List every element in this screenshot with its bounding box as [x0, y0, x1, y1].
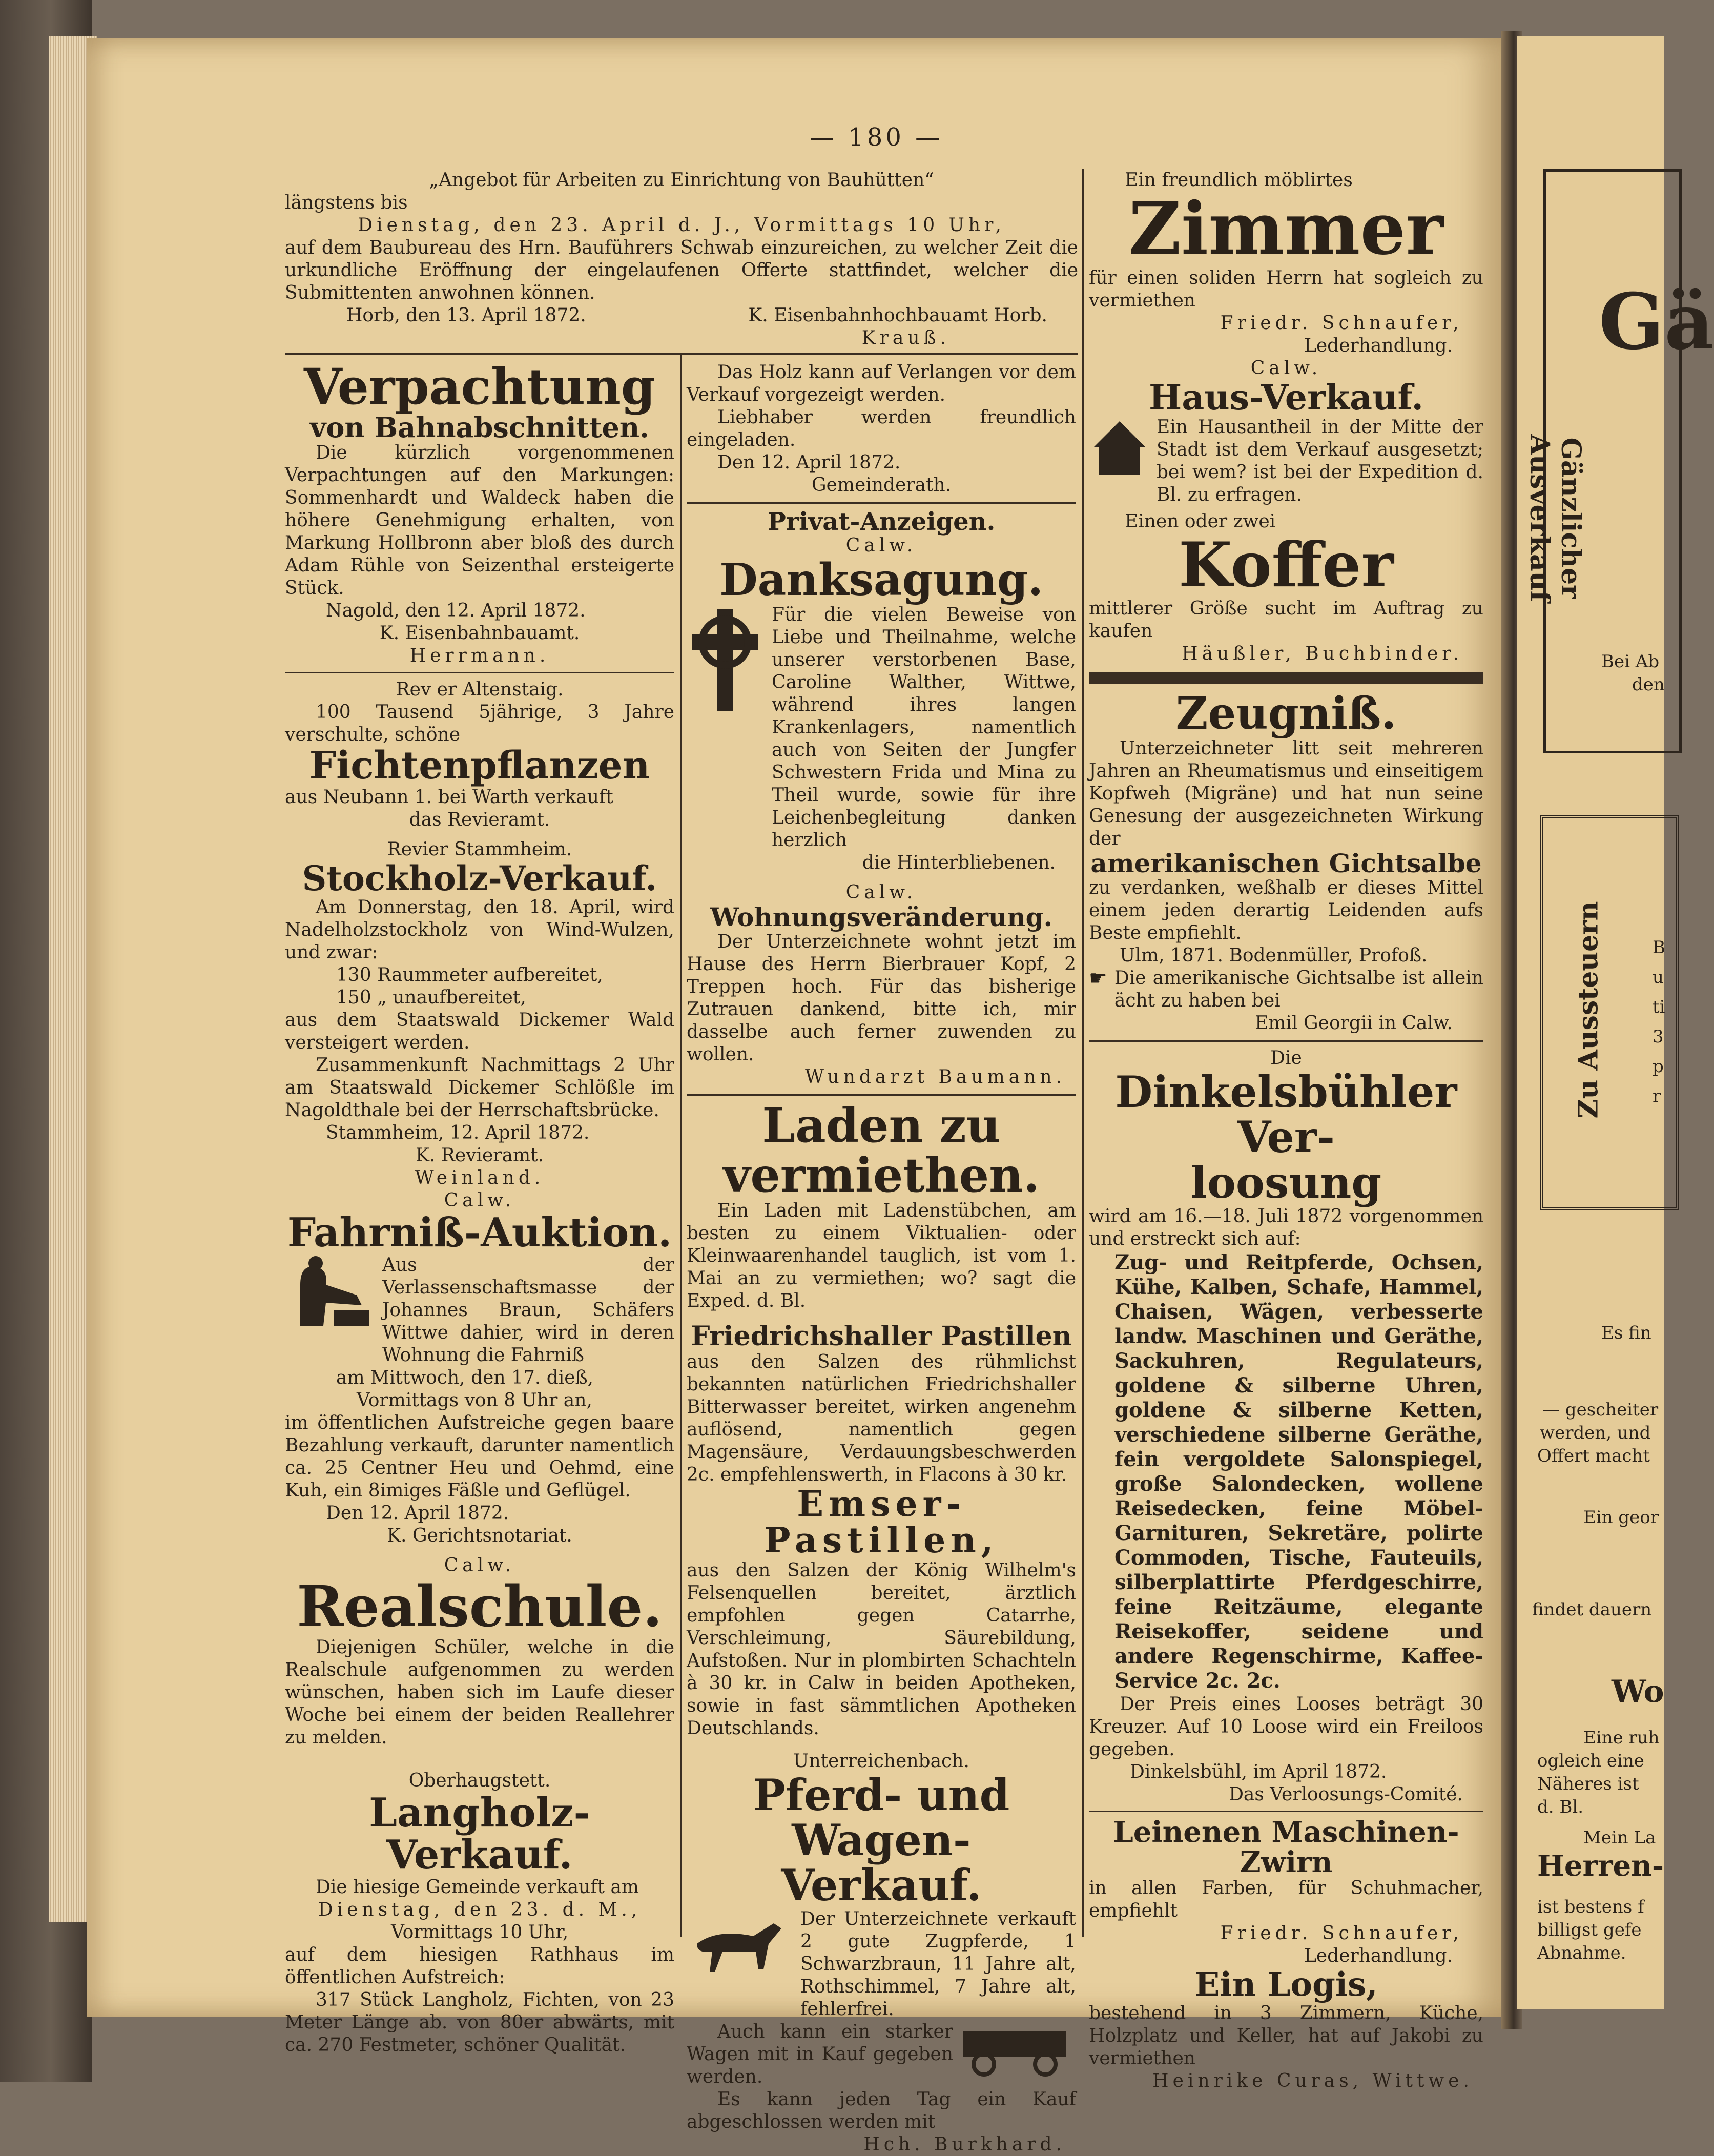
koffer-title: Koffer: [1179, 529, 1394, 602]
fichten-text: 100 Tausend 5jährige, 3 Jahre verschulte, schöne: [285, 702, 674, 746]
intro-sign2: Krauß.: [861, 327, 950, 348]
fahrniss-text2: im öffentlichen Aufstreiche gegen baare Bezahlung verkauft, darunter namentlich ca. 25 Centner Heu und Oehmd, eine Kuh, ein 8imiges Fäßle und Geflügel.: [285, 1412, 674, 1502]
box2-letter: ti: [1653, 997, 1665, 1017]
laden-title: Laden zu vermiethen.: [722, 1098, 1040, 1203]
langholz-text3: 317 Stück Langholz, Fichten, von 23 Meter Länge ab. von 80er abwärts, mit ca. 270 Festmeter, schöner Qualität.: [285, 1989, 674, 2056]
zeugniss-note-sign: Emil Georgii in Calw.: [1255, 1013, 1453, 1034]
zeugniss-title: Zeugniß.: [1175, 688, 1397, 740]
koffer-sign: Häußler, Buchbinder.: [1182, 643, 1463, 665]
column-1: [285, 358, 674, 2057]
stockholz-date: Stammheim, 12. April 1872.: [326, 1122, 590, 1144]
laden-text: Ein Laden mit Ladenstübchen, am besten zu einem Viktualien- oder Kleinwaarenhandel tauglich, ist vom 1. Mai an zu vermiethen; wo? sagt die Exped. d. Bl.: [687, 1200, 1076, 1312]
verpachtung-text: Die kürzlich vorgenommenen Verpachtungen auf den Markungen: Sommenhardt und Waldeck haben die höhere Genehmigung erhalten, von Markung Hollbronn aber bloß des durch Adam Rühle von Seizenthal ersteigerte Stück.: [285, 442, 674, 599]
dinkels-sign: Das Verloosungs-Comité.: [1229, 1783, 1463, 1805]
box2-letter: p: [1653, 1056, 1664, 1077]
stockholz-text3: Zusammenkunft Nachmittags 2 Uhr am Staatswald Dickemer Schlößle im Nagoldthale bei der Herrschaftsbrücke.: [285, 1055, 674, 1121]
next-page: [1517, 36, 1714, 2009]
zimmer-sign1: Friedr. Schnaufer,: [1220, 313, 1463, 334]
gemeinde-date: Den 12. April 1872.: [717, 452, 901, 473]
koffer-pre: Einen oder zwei: [1125, 511, 1276, 532]
emser-title: Emser-Pastillen,: [764, 1483, 999, 1562]
danksagung-title: Danksagung.: [719, 554, 1043, 606]
langholz-date2: Vormittags 10 Uhr,: [390, 1921, 569, 1943]
fichten-text2: aus Neubann 1. bei Warth verkauft: [285, 787, 613, 808]
next-page-line: Offert macht: [1537, 1446, 1650, 1466]
langholz-text: Die hiesige Gemeinde verkauft am: [316, 1876, 639, 1898]
intro-line1: längstens bis: [285, 192, 408, 213]
auctioneer-illustration: [285, 1254, 377, 1331]
privat-anzeigen-heading: Privat-Anzeigen.: [767, 507, 996, 536]
stockholz-l2: 150 „ unaufbereitet,: [336, 987, 526, 1009]
next-page-line: Mein La: [1583, 1828, 1656, 1848]
next-page-line: Näheres ist: [1537, 1774, 1639, 1794]
fahrniss-date2: Vormittags von 8 Uhr an,: [357, 1390, 592, 1411]
next-page-line: Ein geor: [1583, 1507, 1659, 1528]
fahrniss-office: K. Gerichtsnotariat.: [387, 1525, 572, 1547]
stockholz-name: Weinland.: [415, 1167, 545, 1189]
zeugniss-text2: zu verdanken, weßhalb er dieses Mittel einem jeden derartig Leidenden aufs Beste empfiehlt.: [1089, 877, 1483, 944]
divider: [687, 1094, 1076, 1096]
pferd-place: Unterreichenbach.: [793, 1750, 969, 1772]
next-page-frame-l2: den: [1632, 674, 1665, 695]
zimmer-text: für einen soliden Herrn hat sogleich zu vermiethen: [1089, 268, 1483, 311]
logis-sign: Heinrike Curas, Wittwe.: [1152, 2070, 1473, 2091]
fichten-sign: das Revieramt.: [409, 809, 550, 831]
wohnung-place: Calw.: [845, 881, 917, 903]
langholz-date1: Dienstag, den 23. d. M.,: [318, 1899, 642, 1920]
logis-title: Ein Logis,: [1194, 1965, 1378, 2004]
next-page-line: Es fin: [1601, 1323, 1651, 1343]
next-page-line: Eine ruh: [1583, 1728, 1660, 1748]
box2-letter: u: [1653, 967, 1664, 988]
next-page-line: Herren-: [1537, 1849, 1664, 1883]
haus-place: Calw.: [1250, 358, 1322, 379]
zwirn-title: Leinenen Maschinen-Zwirn: [1113, 1815, 1459, 1879]
zimmer-title: Zimmer: [1128, 187, 1444, 271]
stockholz-office: K. Revieramt.: [415, 1145, 544, 1166]
zeugniss-product: amerikanischen Gichtsalbe: [1090, 848, 1482, 878]
realschule-place: Calw.: [444, 1555, 515, 1576]
column-divider-1: [680, 354, 682, 1937]
box2-letter: 3: [1653, 1026, 1664, 1047]
fichten-place: Rev er Altenstaig.: [396, 679, 564, 701]
logis-text: bestehend in 3 Zimmern, Küche, Holzplatz und Keller, hat auf Jakobi zu vermiethen: [1089, 2002, 1483, 2069]
danksagung-place: Calw.: [845, 535, 917, 557]
pferd-text2: Auch kann ein starker Wagen mit in Kauf gegeben werden.: [687, 2021, 953, 2088]
langholz-title: Langholz-Verkauf.: [369, 1789, 590, 1878]
next-page-frame-l1: Bei Ab: [1601, 651, 1660, 672]
cut-rule-1: [285, 353, 1078, 355]
cross-wreath-illustration: [687, 604, 763, 716]
pastillen-text: aus den Salzen des rühmlichst bekannten natürlichen Friedrichshaller Bitterwasser bereitet, wirken angenehm auflösend, namentlich gegen Magensäure, Verdauungsbeschwerden 2c. empfehlenswerth, in Flacons à 30 kr.: [687, 1351, 1076, 1485]
haus-title: Haus-Verkauf.: [1148, 377, 1424, 418]
zimmer-sign2: Lederhandlung.: [1304, 335, 1453, 356]
next-page-frame-letters: Gä: [1599, 277, 1714, 367]
verpachtung-name: Herrmann.: [409, 645, 550, 667]
box2-letter: r: [1653, 1086, 1661, 1106]
wohnung-title: Wohnungsveränderung.: [710, 901, 1053, 932]
zwirn-sign1: Friedr. Schnaufer,: [1220, 1923, 1463, 1944]
stockholz-l1: 130 Raummeter aufbereitet,: [336, 964, 603, 986]
fahrniss-place: Calw.: [444, 1190, 515, 1212]
dinkels-date: Dinkelsbühl, im April 1872.: [1130, 1761, 1387, 1782]
column-2: [687, 361, 1076, 2156]
divider: [1089, 1040, 1483, 1042]
pastillen-title: Friedrichshaller Pastillen: [691, 1321, 1072, 1352]
intro-quote: „Angebot für Arbeiten zu Einrichtung von Bauhütten“: [429, 170, 934, 191]
realschule-text: Diejenigen Schüler, welche in die Realschule aufgenommen zu werden wünschen, haben sich im Laufe dieser Woche bei einem der beiden Reallehrer zu melden.: [285, 1636, 674, 1748]
intro-line2: Dienstag, den 23. April d. J., Vormittags 10 Uhr,: [358, 215, 1005, 236]
dinkels-pre: Die: [1270, 1048, 1302, 1069]
next-page-line: — gescheiter: [1542, 1400, 1659, 1420]
pferd-text3: Es kann jeden Tag ein Kauf abgeschlossen werden mit: [687, 2089, 1076, 2133]
divider: [285, 672, 674, 673]
next-page-line: d. Bl.: [1537, 1797, 1584, 1817]
wagon-illustration: [958, 2021, 1076, 2077]
intro-notice: [285, 169, 1078, 350]
verpachtung-date: Nagold, den 12. April 1872.: [326, 600, 586, 622]
next-page-line: werden, und: [1540, 1423, 1651, 1443]
stockholz-text: Am Donnerstag, den 18. April, wird Nadelholzstockholz von Wind-Wulzen, und zwar:: [285, 897, 674, 963]
dinkels-title2: loosung: [1190, 1157, 1382, 1208]
danksagung-sign: die Hinterbliebenen.: [862, 852, 1056, 873]
pointing-hand-icon: ☛: [1089, 967, 1107, 991]
next-page-line: Abnahme.: [1537, 1943, 1626, 1963]
wohnung-sign: Wundarzt Baumann.: [804, 1066, 1066, 1088]
fahrniss-date1: am Mittwoch, den 17. dieß,: [336, 1367, 594, 1389]
verpachtung-subtitle: von Bahnabschnitten.: [310, 410, 649, 444]
column-3: [1089, 169, 1483, 2092]
pferd-title1: Pferd- und Wagen-: [753, 1769, 1010, 1865]
danksagung-text: Für die vielen Beweise von Liebe und Theilnahme, welche unserer verstorbenen Base, Caroline Walther, Wittwe, während ihres langen Krankenlagers, namentlich auch von Seiten der Jungfer Schwestern Frida und Mina zu Theil wurde, sowie für ihre Leichenbegleitung danken herzlich: [772, 604, 1076, 851]
next-page-line: billigst gefe: [1537, 1920, 1642, 1940]
next-page-box2-letters: [1653, 933, 1665, 1111]
zwirn-text: in allen Farben, für Schuhmacher, empfiehlt: [1089, 1878, 1483, 1922]
zwirn-sign2: Lederhandlung.: [1304, 1945, 1453, 1967]
dinkels-text2: Der Preis eines Looses beträgt 30 Kreuzer. Auf 10 Loose wird ein Freiloos gegeben.: [1089, 1693, 1483, 1760]
emser-text: aus den Salzen der König Wilhelm's Felsenquellen bereitet, ärztlich empfohlen gegen Catarrhe, Verschleimung, Säurebildung, Aufstoßen. Nur in plombirten Schachteln à 30 kr. in Calw in beiden Apotheken, sowie in fast sämmtlichen Apotheken Deutschlands.: [687, 1559, 1076, 1739]
verpachtung-title: Verpachtung: [304, 358, 655, 416]
dinkels-text: wird am 16.—18. Juli 1872 vorgenommen und erstreckt sich auf:: [1089, 1205, 1483, 1249]
stockholz-title: Stockholz-Verkauf.: [302, 858, 657, 899]
horse-illustration: [687, 1908, 794, 1980]
zeugniss-note: Die amerikanische Gichtsalbe ist allein ächt zu haben bei: [1114, 968, 1483, 1012]
liebhaber-text: Liebhaber werden freundlich eingeladen.: [687, 407, 1076, 450]
box2-letter: B: [1653, 937, 1665, 958]
dinkels-items: Zug- und Reitpferde, Ochsen, Kühe, Kalben, Schafe, Hammel, Chaisen, Wägen, verbesserte landw. Maschinen und Geräthe, Sackuhren, Regulateurs, goldene & silberne Uhren, goldene & silberne Ketten, verschiedene silberne Geräthe, fein vergoldete Salonspiegel, große Salondecken, wollene Reisedecken, feine Möbel-Garnituren, Sekretäre, polirte Commoden, Tische, Fauteuils, silberplattirte Pferdgeschirre, feine Reitzäume, elegante Reisekoffer, seidene und andere Regenschirme, Kaffee-Service 2c. 2c.: [1114, 1250, 1483, 1693]
next-page-line: Wo: [1612, 1674, 1664, 1710]
next-page-frame-side: Gänzlicher Ausverkauf: [1524, 434, 1586, 603]
dinkels-title1: Dinkelsbühler Ver-: [1115, 1066, 1457, 1163]
pferd-sign: Hch. Burkhard.: [863, 2134, 1066, 2155]
divider: [1089, 1811, 1483, 1812]
house-illustration: [1089, 416, 1150, 478]
koffer-text: mittlerer Größe sucht im Auftrag zu kaufen: [1089, 598, 1483, 642]
next-page-box2-side: Zu Aussteuern: [1573, 901, 1604, 1119]
zeugniss-sign: Ulm, 1871. Bodenmüller, Profoß.: [1120, 945, 1428, 967]
intro-place: Horb, den 13. April 1872.: [346, 305, 586, 326]
zeugniss-text: Unterzeichneter litt seit mehreren Jahren an Rheumatismus und einseitigem Kopfweh (Migräne) und hat nun seine Genesung der ausgezeichneten Wirkung der: [1089, 737, 1483, 849]
fahrniss-text: Aus der Verlassenschaftsmasse der Johannes Braun, Schäfers Wittwe dahier, wird in deren Wohnung die Fahrniß: [382, 1255, 674, 1366]
divider: [687, 502, 1076, 504]
langholz-place: Oberhaugstett.: [408, 1770, 551, 1791]
next-page-line: findet dauern: [1532, 1599, 1652, 1620]
verpachtung-office: K. Eisenbahnbauamt.: [379, 623, 580, 644]
stockholz-place: Revier Stammheim.: [387, 839, 572, 860]
wohnung-text: Der Unterzeichnete wohnt jetzt im Hause des Herrn Bierbrauer Kopf, 2 Treppen hoch. Für das bisherige Zutrauen dankend, bitte ich, mir dasselbe auch ferner zuwenden zu wollen.: [687, 931, 1076, 1065]
fahrniss-date: Den 12. April 1872.: [326, 1503, 509, 1524]
divider-bar: [1089, 672, 1483, 684]
column-divider-2: [1082, 169, 1084, 1937]
realschule-title: Realschule.: [297, 1573, 663, 1640]
zimmer-pre: Ein freundlich möblirtes: [1125, 170, 1353, 191]
page-number: — 180 —: [810, 123, 943, 152]
haus-text: Ein Hausantheil in der Mitte der Stadt ist dem Verkauf ausgesetzt; bei wem? ist bei der Expedition d. Bl. zu erfragen.: [1157, 417, 1483, 506]
pferd-title2: Verkauf.: [781, 1860, 982, 1911]
next-page-line: ist bestens f: [1537, 1897, 1644, 1917]
pferd-text: Der Unterzeichnete verkauft 2 gute Zugpferde, 1 Schwarzbraun, 11 Jahre alt, Rothschimmel, 7 Jahre alt, fehlerfrei.: [800, 1908, 1076, 2020]
next-page-line: ogleich eine: [1537, 1751, 1644, 1771]
gemeinde-sign: Gemeinderath.: [811, 475, 952, 496]
fahrniss-title: Fahrniß-Auktion.: [287, 1209, 672, 1257]
intro-line3: auf dem Baubureau des Hrn. Bauführers Schwab einzureichen, zu welcher Zeit die urkundliche Eröffnung der eingelaufenen Offerte stattfindet, welcher die Submittenten anwohnen können.: [285, 237, 1078, 303]
intro-sign1: K. Eisenbahnhochbauamt Horb.: [748, 305, 1047, 326]
holz-text: Das Holz kann auf Verlangen vor dem Verkauf vorgezeigt werden.: [687, 362, 1076, 405]
fichten-title: Fichtenpflanzen: [309, 744, 650, 788]
stockholz-text2: aus dem Staatswald Dickemer Wald versteigert werden.: [285, 1010, 674, 1054]
langholz-text2: auf dem hiesigen Rathhaus im öffentlichen Aufstreich:: [285, 1944, 674, 1988]
